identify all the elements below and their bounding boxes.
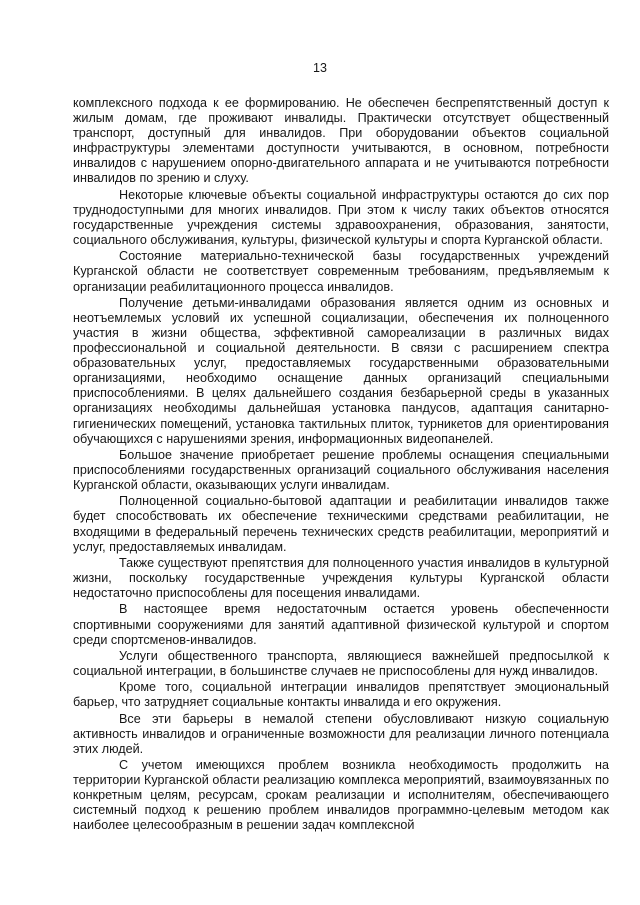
paragraph-4: Получение детьми-инвалидами образования является одним из основных и неотъемлемых условий их успешной социализации, обеспечения их полноценного участия в жизни общества, эффективной самореализации в различных видах профессиональной и социальной деятельности. В связи с расширением спектра образовательных услуг, предоставляемых государственными образовательными организациями, необходимо оснащение данных организаций специальными приспособлениями. В целях дальнейшего создания безбарьерной среды в указанных организациях необходимы дальнейшая установка пандусов, адаптация санитарно-гигиенических помещений, установка тактильных плиток, турникетов для ориентирования обучающихся с нарушениями зрения, информационных видеопанелей. [73, 295, 609, 446]
document-body [73, 96, 609, 835]
paragraph-11: Все эти барьеры в немалой степени обусловливают низкую социальную активность инвалидов и ограниченные возможности для реализации личного потенциала этих людей. [73, 711, 609, 756]
paragraph-6: Полноценной социально-бытовой адаптации и реабилитации инвалидов также будет способствовать их обеспечение техническими средствами реабилитации, не входящими в федеральный перечень технических средств реабилитации, мероприятий и услуг, предоставляемых инвалидам. [73, 494, 609, 554]
paragraph-3: Состояние материально-технической базы государственных учреждений Курганской области не соответствует современным требованиям, предъявляемым к организации реабилитационного процесса инвалидов. [73, 249, 609, 294]
paragraph-2: Некоторые ключевые объекты социальной инфраструктуры остаются до сих пор труднодоступными для многих инвалидов. При этом к числу таких объектов относятся государственные учреждения системы здравоохранения, образования, занятости, социального обслуживания, культуры, физической культуры и спорта Курганской области. [73, 187, 609, 248]
paragraph-10: Кроме того, социальной интеграции инвалидов препятствует эмоциональный барьер, что затрудняет социальные контакты инвалида и его окружения. [73, 680, 609, 710]
paragraph-9: Услуги общественного транспорта, являющиеся важнейшей предпосылкой к социальной интеграции, в большинстве случаев не приспособлены для нужд инвалидов. [73, 648, 609, 678]
paragraph-1: комплексного подхода к ее формированию. Не обеспечен беспрепятственный доступ к жилым домам, где проживают инвалиды. Практически отсутствует общественный транспорт, доступный для инвалидов. При оборудовании объектов социальной инфраструктуры элементами доступности учитываются, в основном, потребности инвалидов с нарушением опорно-двигательного аппарата и не учитываются потребности инвалидов по зрению и слуху. [73, 96, 609, 186]
paragraph-12: С учетом имеющихся проблем возникла необходимость продолжить на территории Курганской области реализацию комплекса мероприятий, взаимоувязанных по конкретным целям, ресурсам, срокам реализации и исполнителям, обеспечивающего системный подход к решению проблем инвалидов программно-целевым методом как наиболее целесообразным в решении задач комплексной [73, 758, 609, 833]
paragraph-8: В настоящее время недостаточным остается уровень обеспеченности спортивными сооружениями для занятий адаптивной физической культурой и спортом среди спортсменов-инвалидов. [73, 602, 609, 647]
paragraph-7: Также существуют препятствия для полноценного участия инвалидов в культурной жизни, поскольку государственные учреждения культуры Курганской области недостаточно приспособлены для посещения инвалидами. [73, 555, 609, 601]
page-number: 13 [313, 61, 327, 75]
paragraph-5: Большое значение приобретает решение проблемы оснащения специальными приспособлениями государственных организаций социального обслуживания населения Курганской области, оказывающих услуги инвалидам. [73, 447, 609, 493]
